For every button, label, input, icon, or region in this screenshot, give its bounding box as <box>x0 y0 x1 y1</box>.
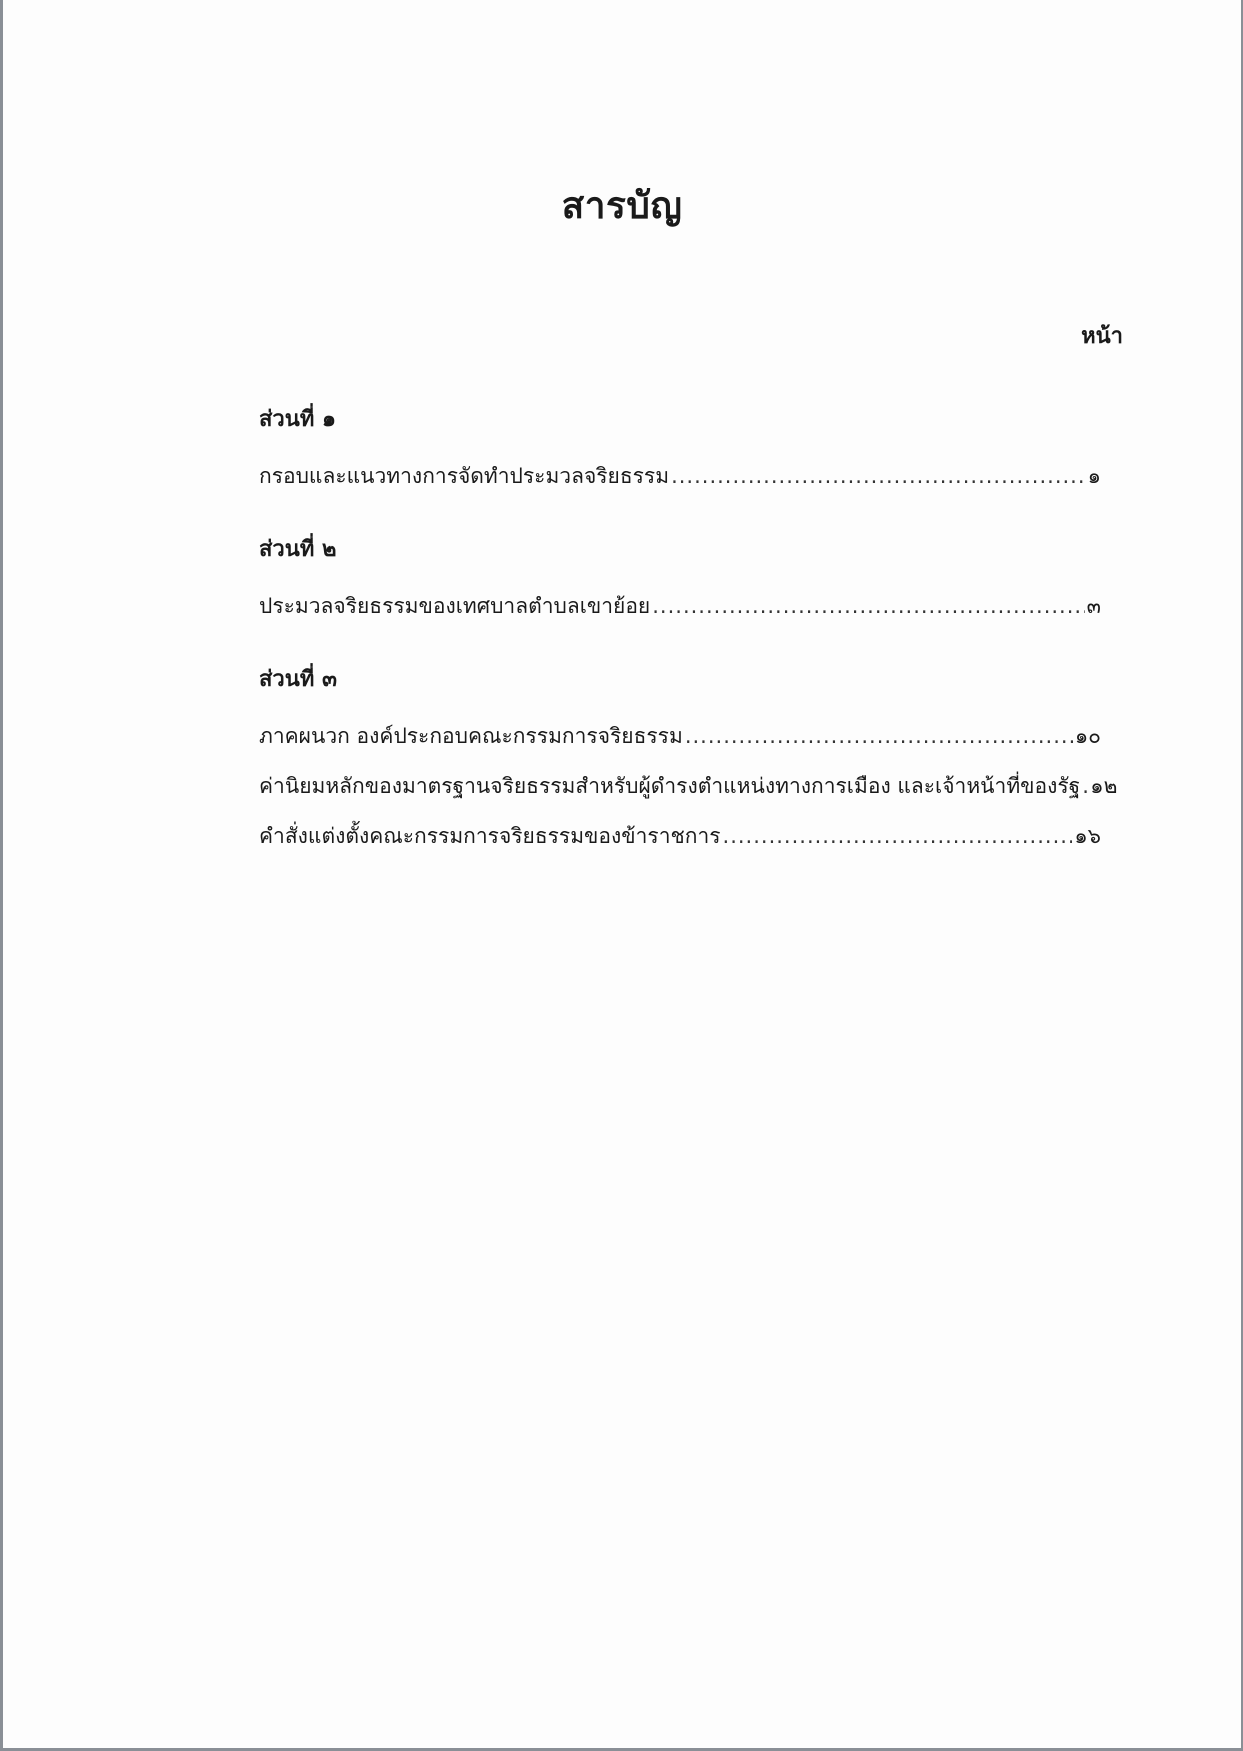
toc-entry <box>259 458 1101 494</box>
dot-leader <box>685 718 1073 754</box>
toc-entry <box>259 818 1101 854</box>
table-of-contents <box>259 404 1118 868</box>
toc-entry-text: ภาคผนวก องค์ประกอบคณะกรรมการจริยธรรม <box>259 724 683 748</box>
dot-leader <box>1082 768 1088 804</box>
dot-leader <box>723 818 1073 854</box>
toc-entry-page: ๓ <box>1086 594 1101 618</box>
section-heading: ส่วนที่ ๒ <box>259 537 337 562</box>
section-heading: ส่วนที่ ๓ <box>259 667 338 692</box>
toc-entry-page: ๑๒ <box>1090 774 1118 798</box>
page-number-column-header: หน้า <box>1081 324 1123 349</box>
toc-section <box>259 664 1118 854</box>
toc-section <box>259 404 1101 494</box>
page-title: สารบัญ <box>561 184 683 227</box>
document-page <box>3 0 1241 1748</box>
toc-entry <box>259 768 1118 804</box>
toc-entry-page: ๑๖ <box>1074 824 1101 848</box>
toc-entry-text: ค่านิยมหลักของมาตรฐานจริยธรรมสำหรับผู้ดำรงตำแหน่งทางการเมือง และเจ้าหน้าที่ของรัฐ <box>259 774 1081 798</box>
toc-entry <box>259 718 1101 754</box>
toc-entry-text: คำสั่งแต่งตั้งคณะกรรมการจริยธรรมของข้าราชการ <box>259 824 721 848</box>
dot-leader <box>652 588 1084 624</box>
toc-entry-page: ๑๐ <box>1074 724 1101 748</box>
toc-entry-text: ประมวลจริยธรรมของเทศบาลตำบลเขาย้อย <box>259 594 651 618</box>
toc-entry-text: กรอบและแนวทางการจัดทำประมวลจริยธรรม <box>259 464 670 488</box>
dot-leader <box>671 458 1086 494</box>
toc-section <box>259 534 1101 624</box>
toc-entry-page: ๑ <box>1087 464 1101 488</box>
section-heading: ส่วนที่ ๑ <box>259 407 336 432</box>
toc-entry <box>259 588 1101 624</box>
